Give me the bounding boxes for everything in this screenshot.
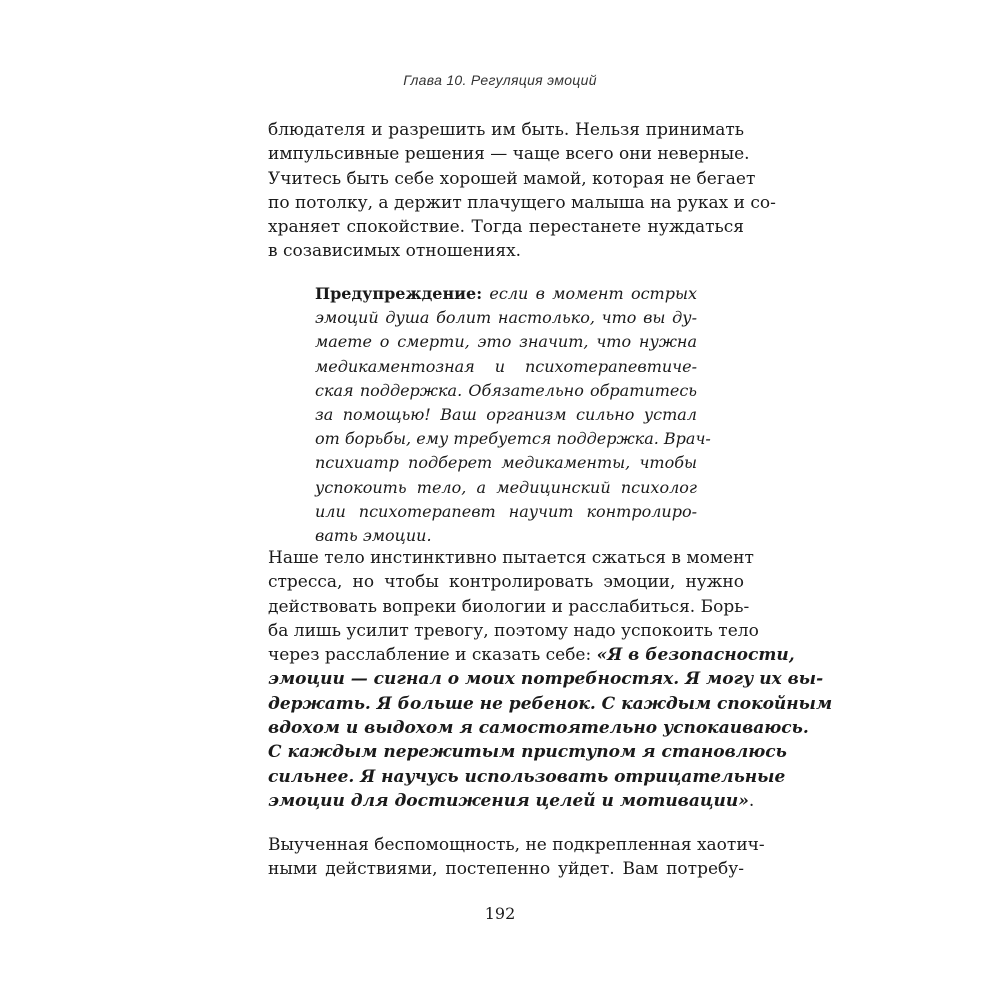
text-line: ская поддержка. Обязательно обратитесь [315,380,697,400]
text-line: за помощью! Ваш организм сильно устал [315,405,697,425]
paragraph-3 [268,833,765,882]
text-line: стресса, но чтобы контролировать эмоции, нужно [268,572,744,593]
text-line: успокоить тело, а медицинский психолог [315,477,697,497]
emphasis-line: эмоции — сигнал о моих потребностях. Я могу их вы- [268,669,824,690]
plain-text: . [748,790,755,811]
warning-text: если в момент острых [482,284,697,303]
text-line [315,282,697,306]
warning-callout [315,282,711,548]
text-line: или психотерапевт научит контролиро- [315,501,697,521]
text-line [268,643,795,667]
text-line: маете о смерти, это значит, что нужна [315,332,697,352]
text-line [268,789,755,813]
text-line: по потолку, а держит плачущего малыша на руках и со- [268,192,776,213]
emphasis-text: эмоции для достижения целей и мотивации» [268,790,749,811]
text-line: блюдателя и разрешить им быть. Нельзя принимать [268,120,744,140]
text-line: медикаментозная и психотерапевтиче- [315,356,697,376]
text-line: храняет спокойствие. Тогда перестанете нуждаться [268,217,744,238]
emphasis-line: сильнее. Я научусь использовать отрицательные [268,766,786,787]
emphasis-text: «Я в безопасности, [596,645,795,666]
plain-text: через расслабление и сказать себе: [268,645,597,666]
text-line: вать эмоции. [315,526,432,546]
emphasis-line: вдохом и выдохом я самостоятельно успокаиваюсь. [268,718,809,739]
emphasis-line: С каждым пережитым приступом я становлюсь [268,742,787,763]
text-line: ба лишь усилит тревогу, поэтому надо успокоить тело [268,620,759,641]
paragraph-2 [268,546,833,813]
emphasis-line: держать. Я больше не ребенок. С каждым спокойным [268,693,833,714]
paragraph-1 [268,118,776,264]
text-line: ными действиями, постепенно уйдет. Вам потребу- [268,859,744,880]
warning-label: Предупреждение: [315,284,483,303]
page-number: 192 [484,904,516,923]
text-line: психиатр подберет медикаменты, чтобы [315,453,697,473]
running-head: Глава 10. Регуляция эмоций [403,72,597,88]
text-line: действовать вопреки биологии и расслабиться. Борь- [268,596,750,617]
text-line: Наше тело инстинктивно пытается сжаться в момент [268,548,754,568]
text-line: эмоций душа болит настолько, что вы ду- [315,308,697,328]
text-line: Учитесь быть себе хорошей мамой, которая не бегает [268,168,756,189]
text-line: от борьбы, ему требуется поддержка. Врач- [315,429,711,449]
text-line: Выученная беспомощность, не подкрепленная хаотич- [268,835,765,855]
text-line: в созависимых отношениях. [268,241,522,262]
text-line: импульсивные решения — чаще всего они неверные. [268,144,750,165]
